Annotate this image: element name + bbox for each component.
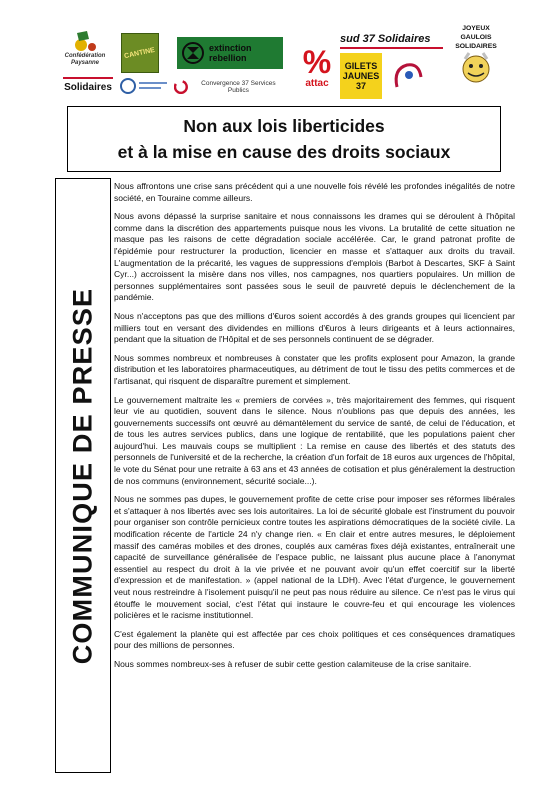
- paragraph: Le gouvernement maltraite les « premiers de corvées », très majoritairement des femmes, qui risquent leur vie au quotidien, souvent dans le silence. Nous n'oublions pas que depuis des années, les gouvernements successifs ont œuvré au démantèlement du service de santé, de celui de l'éducation, et de tous les autres services publics, dans une logique de rentabilité, que les populations paient cher aujourd'hui. Les mauvais coups se multiplient : La remise en cause des libertés et des statuts des personnels de l'université et de la recherche, la création d'un forfait de 18 euros aux urgences de l'hôpital, le vote du Sénat pour une retraite à 63 ans et 43 années de cotisation et plus généralement la destruction de nos communs (environnement, sécurité sociale...).: [114, 394, 515, 486]
- communique-label: COMMUNIQUE DE PRESSE: [67, 287, 98, 664]
- ensemble-logo: [118, 76, 170, 96]
- extinction-rebellion-logo: extinction rebellion: [177, 37, 283, 69]
- citoyen-logo: [388, 57, 430, 95]
- paragraph: Nous ne sommes pas dupes, le gouvernement profite de cette crise pour imposer ses réformes libérales et s'attaquer à nos libertés avec ses lois autoritaires. La loi de sécurité globale est l'instrument du pouvoir pour organiser son contrôle pernicieux contre toutes les aspirations démocratiques de la société civile. La modification récente de l'article 24 n'y change rien. « En clair et entre autres mesures, le déploiement massif des caméras mobiles et des drones, couplés aux caméras fixes déjà existantes, entraînerait une capacité de surveillance généralisée de l'espace public, ne laissant plus aucune place à l'anonymat essentiel au respect du droit à la vie privée et ne pouvant avoir qu'un effet coercitif sur la liberté d'expression et de manifestation. » (appel national de la LDH). Avec l'état d'urgence, le gouvernement veut nous restreindre à l'isolement puisqu'il ne peut pas nous réduire au silence. Ce n'est pas le virus qui étouffe le mouvement social, c'est l'état qui instaure le couvre-feu et qui encourage les violences policières et le racisme institutionnel.: [114, 494, 515, 621]
- solidaires-logo: Solidaires: [63, 77, 113, 95]
- paragraph: Nous n'acceptons pas que des millions d'€uros soient accordés à des grands groupes qui licencient par milliers tout en versant des dividendes en millions d'€uros à leurs dirigeants et à leurs actionnaires, pendant que la situation de l'Hôpital et de ses personnels continuent de se dégrader.: [114, 310, 515, 345]
- gaulois-face-icon: [459, 51, 493, 85]
- confederation-paysanne-logo: Confédération Paysanne: [62, 22, 108, 72]
- joyeux-gaulois-logo: JOYEUX GAULOIS SOLIDAIRES: [451, 24, 501, 96]
- hourglass-icon: [181, 41, 205, 65]
- press-release-body: [114, 181, 515, 678]
- gilets-jaunes-logo: GILETS JAUNES 37: [340, 53, 382, 99]
- paragraph: Nous avons dépassé la surprise sanitaire et nous connaissons les drames qui se déroulent à l'hôpital comme dans la discrétion des appartements puisque nous les vivons. La brutalité de cette situation ne masque pas les raisons de cette dégradation sociale accélérée. Car, le grand patronat profite de l'épidémie pour restructurer la production, licencier en masse et s'attaquer aux droits du travail. L'augmentation de la précarité, les vagues de suppressions d'emplois (Barbot à Descartes, SKF à Saint Cyr...) accroissent la misère dans nos villes, nos campagnes, nos quartiers populaires. Un million de personnes supplémentaires sont passées sous le seuil de pauvreté depuis le déclenchement de la pandémie.: [114, 211, 515, 303]
- paragraph: Nous sommes nombreux et nombreuses à constater que les profits explosent pour Amazon, la grande distribution et les laboratoires pharmaceutiques, au détriment de tout le tissu des petits commerces et de l'artisanat, qui risquent de disparaître purement et simplement.: [114, 352, 515, 386]
- citoyen-icon: [389, 59, 429, 93]
- paragraph: Nous sommes nombreux-ses à refuser de subir cette gestion calamiteuse de la crise sanitaire.: [114, 658, 472, 669]
- convergence-icon: [174, 80, 188, 94]
- paragraph: C'est également la planète qui est affectée par ces choix politiques et ces conséquences dramatiques pour des millions de personnes.: [114, 628, 515, 651]
- tractor-icon: [73, 27, 97, 53]
- title-line-1: Non aux lois liberticides: [183, 116, 385, 136]
- side-label-box: [55, 178, 111, 773]
- circles-icon: [119, 77, 169, 95]
- paragraph: Nous affrontons une crise sans précédent qui a une nouvelle fois révélé les profondes inégalités de notre société, en Touraine comme ailleurs.: [114, 181, 515, 203]
- logo-banner: [0, 0, 560, 100]
- percent-icon: %: [302, 43, 332, 80]
- cantine-logo: CANTINE: [121, 33, 159, 73]
- title-line-2: et à la mise en cause des droits sociaux: [117, 142, 451, 162]
- convergence-logo: Convergence 37 Services Publics: [174, 78, 286, 96]
- attac-logo: % attac: [302, 43, 332, 89]
- sud-solidaires-logo: sud 37 Solidaires: [340, 30, 443, 49]
- title-box: [67, 106, 501, 172]
